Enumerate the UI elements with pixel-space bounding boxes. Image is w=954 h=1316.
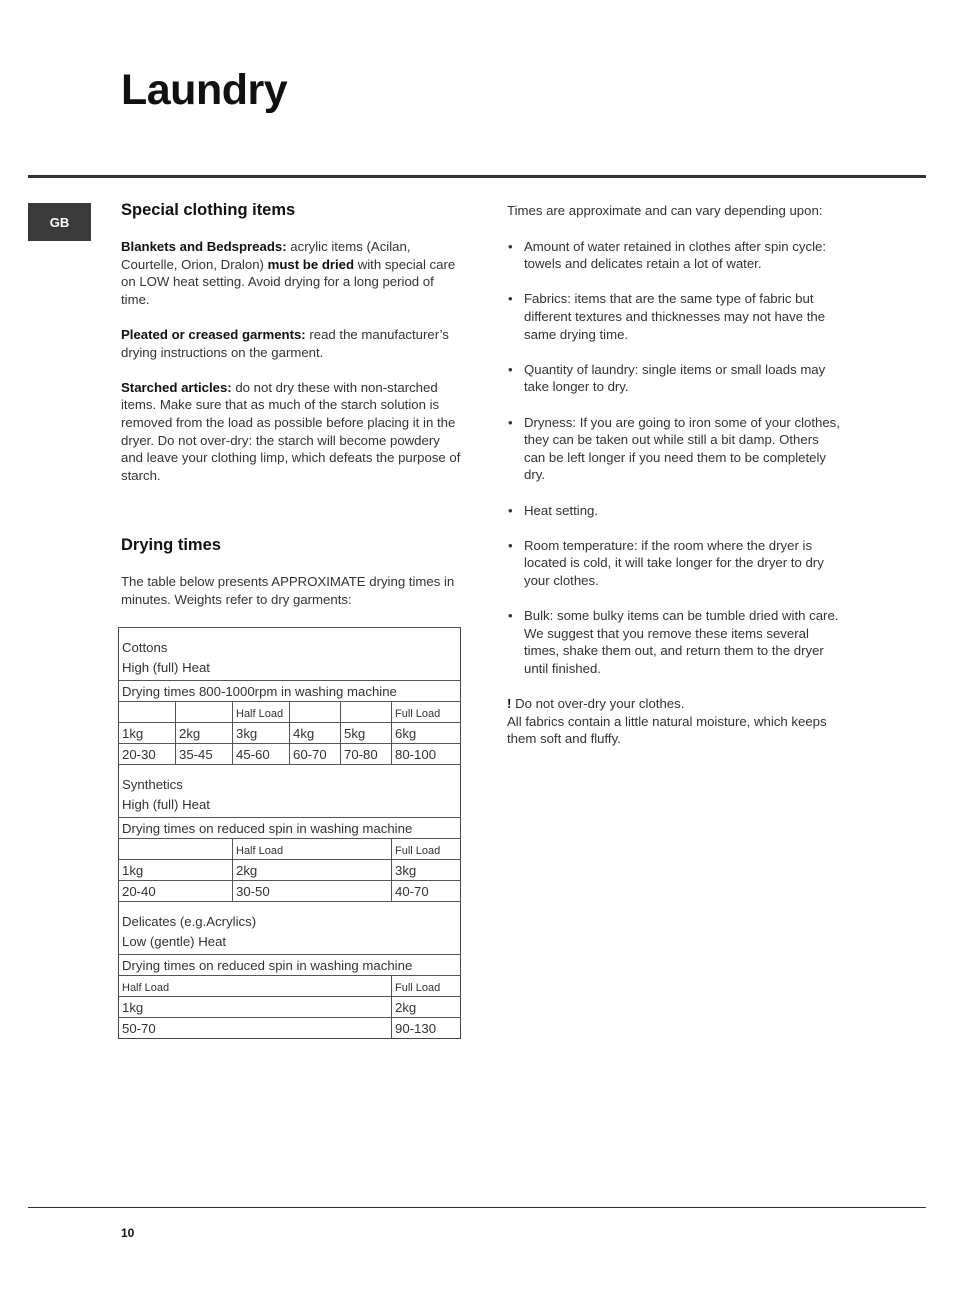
cottons-header: Cottons High (full) Heat <box>119 627 461 680</box>
list-item: • Dryness: If you are going to iron some of your clothes, they can be taken out while still a bit damp. Others can be left longer if you need them to be completely dry. <box>507 414 842 484</box>
synthetics-header-row <box>119 764 461 817</box>
table-cell: 1kg <box>119 722 176 743</box>
table-cell: 45-60 <box>233 743 290 764</box>
list-item: • Amount of water retained in clothes after spin cycle: towels and delicates retain a lot of water. <box>507 238 842 273</box>
table-cell: 3kg <box>392 859 461 880</box>
starched-paragraph: Starched articles: do not dry these with non-starched items. Make sure that as much of the starch solution is removed from the load as possible before placing it in the dryer. Do not over-dry: the starch will become powdery and leave your clothing limp, which defeats the purpose of starch. <box>121 379 461 483</box>
synthetics-time-row <box>119 880 461 901</box>
bottom-divider <box>28 1207 926 1208</box>
list-item: • Room temperature: if the room where the dryer is located is cold, it will take longer for the dryer to dry your clothes. <box>507 537 842 590</box>
delicates-header-row <box>119 901 461 954</box>
cottons-time-row <box>119 743 461 764</box>
table-cell: 2kg <box>392 996 461 1017</box>
cottons-header-row <box>119 627 461 680</box>
delicates-spin: Drying times on reduced spin in washing machine <box>119 954 461 975</box>
variation-intro: Times are approximate and can vary depending upon: <box>507 203 823 218</box>
cottons-weight-row <box>119 722 461 743</box>
table-cell: 30-50 <box>233 880 392 901</box>
list-item: • Bulk: some bulky items can be tumble dried with care. We suggest that you remove these items several times, shake them out, and return them to the dryer until finished. <box>507 607 842 677</box>
synthetics-spin-row <box>119 817 461 838</box>
top-divider <box>28 175 926 178</box>
table-cell: 4kg <box>290 722 341 743</box>
drying-intro: The table below presents APPROXIMATE drying times in minutes. Weights refer to dry garments: <box>121 574 455 607</box>
synthetics-full-load: Full Load <box>392 838 461 859</box>
list-item: • Heat setting. <box>507 502 842 520</box>
table-cell: 40-70 <box>392 880 461 901</box>
cottons-half-load: Half Load <box>233 701 290 722</box>
table-cell: 1kg <box>119 859 233 880</box>
delicates-half-load: Half Load <box>119 975 392 996</box>
special-items-heading: Special clothing items <box>121 201 296 219</box>
table-cell: 35-45 <box>176 743 233 764</box>
table-cell: 90-130 <box>392 1017 461 1038</box>
table-cell: 3kg <box>233 722 290 743</box>
left-column <box>121 200 463 1039</box>
synthetics-header: Synthetics High (full) Heat <box>119 764 461 817</box>
cottons-spin-row <box>119 680 461 701</box>
table-cell: 2kg <box>233 859 392 880</box>
cottons-spin: Drying times 800-1000rpm in washing machine <box>119 680 461 701</box>
table-cell: 70-80 <box>341 743 392 764</box>
synthetics-spin: Drying times on reduced spin in washing machine <box>119 817 461 838</box>
right-column <box>507 202 842 748</box>
table-cell: 50-70 <box>119 1017 392 1038</box>
variation-list <box>507 238 842 678</box>
table-cell: 80-100 <box>392 743 461 764</box>
synthetics-half-load: Half Load <box>233 838 392 859</box>
synthetics-load-row <box>119 838 461 859</box>
table-cell: 60-70 <box>290 743 341 764</box>
blankets-paragraph: Blankets and Bedspreads: acrylic items (Acilan, Courtelle, Orion, Dralon) must be dried with special care on LOW heat setting. Avoid drying for a long period of time. <box>121 239 456 307</box>
cottons-full-load: Full Load <box>392 701 461 722</box>
delicates-header: Delicates (e.g.Acrylics) Low (gentle) Heat <box>119 901 461 954</box>
list-item: • Quantity of laundry: single items or small loads may take longer to dry. <box>507 361 842 396</box>
table-cell: 2kg <box>176 722 233 743</box>
drying-times-heading: Drying times <box>121 536 221 555</box>
delicates-full-load: Full Load <box>392 975 461 996</box>
pleated-paragraph: Pleated or creased garments: read the manufacturer’s drying instructions on the garment. <box>121 326 449 360</box>
synthetics-weight-row <box>119 859 461 880</box>
table-cell: 20-40 <box>119 880 233 901</box>
warning-note: ! Do not over-dry your clothes. All fabrics contain a little natural moisture, which keeps them soft and fluffy. <box>507 696 827 747</box>
page-number: 10 <box>121 1226 135 1240</box>
language-badge: GB <box>28 203 91 241</box>
delicates-load-row <box>119 975 461 996</box>
page-title: Laundry <box>121 66 288 114</box>
drying-times-table <box>118 627 461 1039</box>
cottons-load-row <box>119 701 461 722</box>
delicates-spin-row <box>119 954 461 975</box>
warning-icon: ! <box>507 696 512 712</box>
table-cell: 1kg <box>119 996 392 1017</box>
list-item: • Fabrics: items that are the same type of fabric but different textures and thicknesses may not have the same drying time. <box>507 290 842 343</box>
table-cell: 20-30 <box>119 743 176 764</box>
delicates-time-row <box>119 1017 461 1038</box>
table-cell: 6kg <box>392 722 461 743</box>
table-cell: 5kg <box>341 722 392 743</box>
delicates-weight-row <box>119 996 461 1017</box>
